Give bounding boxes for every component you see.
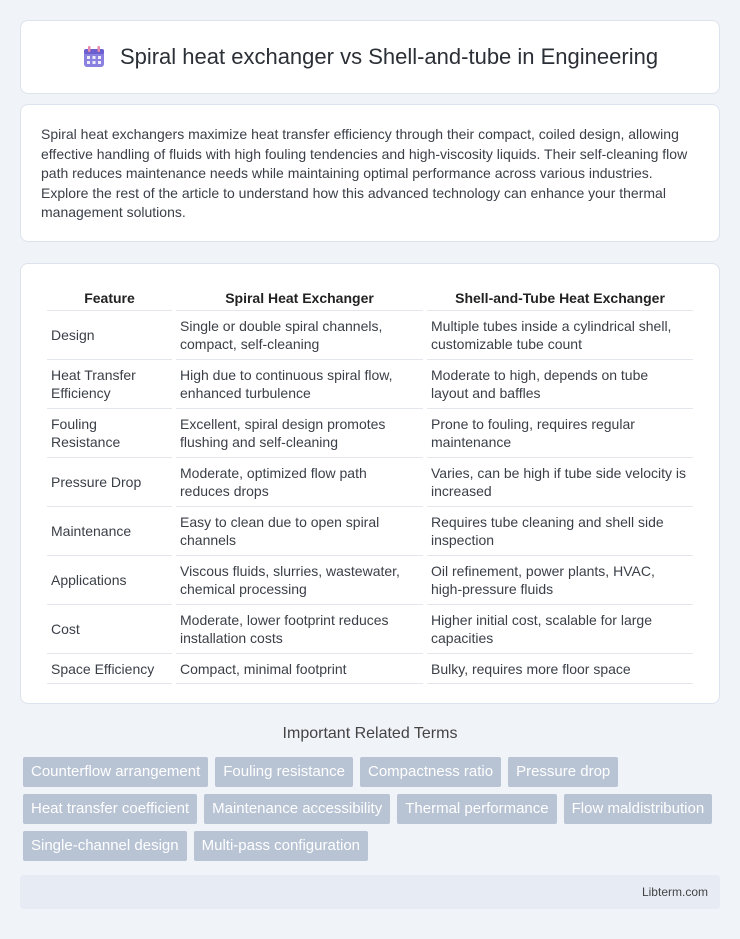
page-title: Spiral heat exchanger vs Shell-and-tube in Engineering [119, 44, 659, 69]
feature-cell: Cost [47, 605, 172, 654]
term-tag[interactable]: Heat transfer coefficient [23, 794, 197, 824]
table-row [47, 654, 693, 684]
feature-cell: Heat Transfer Efficiency [47, 360, 172, 409]
spiral-cell: Compact, minimal footprint [176, 654, 423, 684]
term-tag[interactable]: Thermal performance [397, 794, 556, 824]
spiral-cell: High due to continuous spiral flow, enhanced turbulence [176, 360, 423, 409]
term-tag[interactable]: Flow maldistribution [564, 794, 713, 824]
header-shell: Shell-and-Tube Heat Exchanger [427, 284, 693, 311]
table-row [47, 556, 693, 605]
table-row [47, 458, 693, 507]
footer [20, 875, 720, 909]
intro-card [20, 104, 720, 242]
feature-cell: Fouling Resistance [47, 409, 172, 458]
footer-brand-link[interactable]: Libterm.com [641, 885, 708, 899]
term-tag[interactable]: Counterflow arrangement [23, 757, 208, 787]
term-tag[interactable]: Fouling resistance [215, 757, 353, 787]
feature-cell: Pressure Drop [47, 458, 172, 507]
feature-cell: Applications [47, 556, 172, 605]
term-tag[interactable]: Pressure drop [508, 757, 618, 787]
feature-cell: Maintenance [47, 507, 172, 556]
term-tag[interactable]: Multi-pass configuration [194, 831, 368, 861]
title-card [20, 20, 720, 94]
spiral-cell: Easy to clean due to open spiral channels [176, 507, 423, 556]
comparison-table [43, 284, 697, 684]
table-row [47, 507, 693, 556]
shell-cell: Prone to fouling, requires regular maintenance [427, 409, 693, 458]
shell-cell: Oil refinement, power plants, HVAC, high-pressure fluids [427, 556, 693, 605]
feature-cell: Space Efficiency [47, 654, 172, 684]
table-row [47, 605, 693, 654]
spiral-cell: Excellent, spiral design promotes flushing and self-cleaning [176, 409, 423, 458]
calendar-icon [82, 45, 106, 69]
intro-text: Spiral heat exchangers maximize heat transfer efficiency through their compact, coiled design, allowing effective handling of fluids with high fouling tendencies and high-viscosity liquids. Their self-cleaning flow path reduces maintenance needs while maintaining optimal performance across various industries. Explore the rest of the article to understand how this advanced technology can enhance your thermal management solutions. [41, 126, 688, 220]
shell-cell: Bulky, requires more floor space [427, 654, 693, 684]
feature-cell: Design [47, 311, 172, 360]
related-terms-title: Important Related Terms [282, 725, 458, 742]
header-spiral: Spiral Heat Exchanger [176, 284, 423, 311]
table-row [47, 360, 693, 409]
table-row [47, 409, 693, 458]
shell-cell: Varies, can be high if tube side velocity is increased [427, 458, 693, 507]
spiral-cell: Moderate, optimized flow path reduces drops [176, 458, 423, 507]
spiral-cell: Moderate, lower footprint reduces installation costs [176, 605, 423, 654]
header-feature: Feature [47, 284, 172, 311]
comparison-table-card [20, 263, 720, 704]
table-header-row [47, 284, 693, 311]
table-row [47, 311, 693, 360]
shell-cell: Higher initial cost, scalable for large capacities [427, 605, 693, 654]
term-tag[interactable]: Single-channel design [23, 831, 187, 861]
shell-cell: Multiple tubes inside a cylindrical shell, customizable tube count [427, 311, 693, 360]
term-tag[interactable]: Maintenance accessibility [204, 794, 390, 824]
spiral-cell: Single or double spiral channels, compact, self-cleaning [176, 311, 423, 360]
spiral-cell: Viscous fluids, slurries, wastewater, chemical processing [176, 556, 423, 605]
related-terms-list [23, 757, 723, 868]
shell-cell: Requires tube cleaning and shell side inspection [427, 507, 693, 556]
term-tag[interactable]: Compactness ratio [360, 757, 501, 787]
shell-cell: Moderate to high, depends on tube layout and baffles [427, 360, 693, 409]
